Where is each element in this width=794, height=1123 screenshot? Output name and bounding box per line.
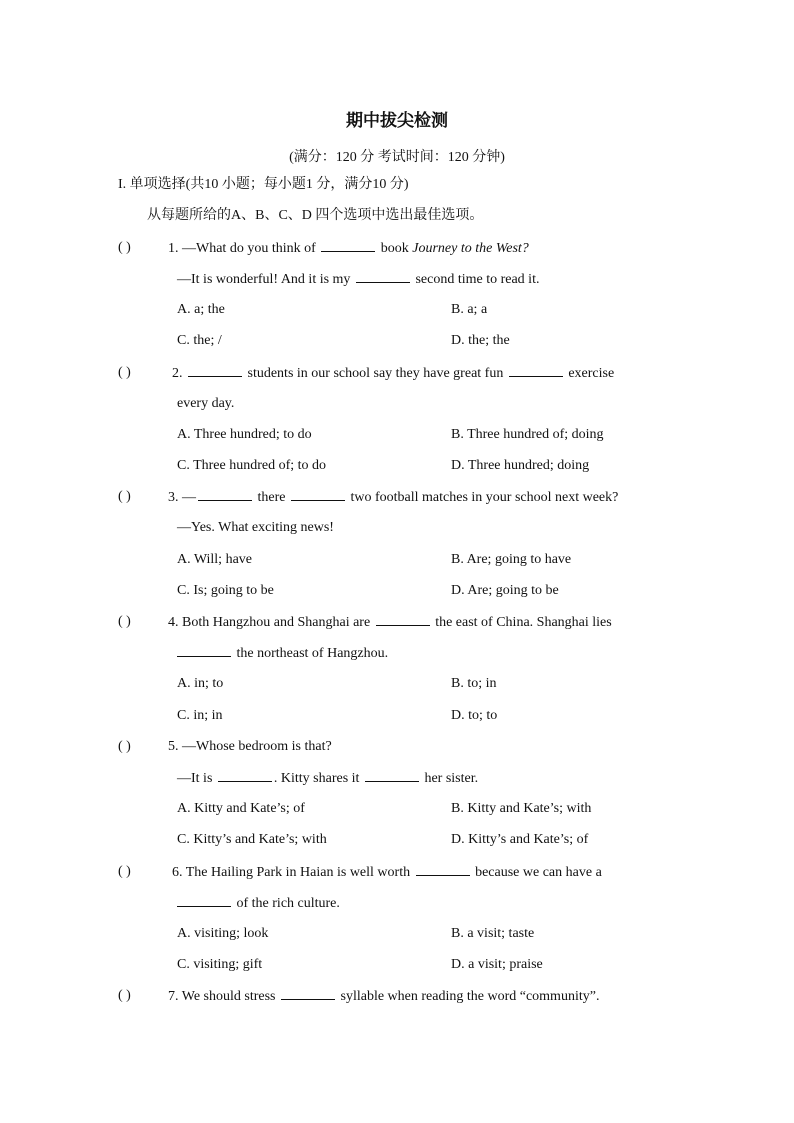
blank [177,644,231,657]
option-b: B. Three hundred of; doing [451,427,604,442]
option-c: C. the; / [177,333,222,348]
option-c: C. Is; going to be [177,583,274,598]
section-heading: I. 单项选择(共10 小题；每小题1 分，满分10 分) [118,177,409,192]
blank [376,613,430,626]
option-b: B. Kitty and Kate’s; with [451,801,592,816]
question-stem: 1. —What do you think of book Journey to the West? [168,241,529,256]
section-instruction: 从每题所给的A、B、C、D 四个选项中选出最佳选项。 [147,208,484,223]
blank [356,270,410,283]
question-stem: 7. We should stress syllable when reading the word “community”. [168,989,600,1004]
option-d: D. a visit; praise [451,957,543,972]
option-c: C. Kitty’s and Kate’s; with [177,832,327,847]
option-b: B. a visit; taste [451,926,535,941]
option-c: C. visiting; gift [177,957,263,972]
option-a: A. Will; have [177,552,252,567]
blank [281,987,335,1000]
option-a: A. a; the [177,302,225,317]
option-a: A. visiting; look [177,926,269,941]
option-a: A. Kitty and Kate’s; of [177,801,305,816]
question-line-2: the northeast of Hangzhou. [177,644,388,663]
option-d: D. to; to [451,708,498,723]
answer-paren: ( ) [118,489,131,504]
question-line-2: every day. [177,396,235,411]
question-stem: 6. The Hailing Park in Haian is well worth because we can have a [172,865,602,880]
answer-paren: ( ) [118,240,131,255]
option-d: D. the; the [451,333,510,348]
answer-paren: ( ) [118,614,131,629]
blank [198,488,252,501]
question-line-2: —It is wonderful! And it is my second time to read it. [177,272,540,287]
exam-info: (满分：120 分 考试时间：120 分钟) [289,150,505,165]
blank [177,894,231,907]
option-c: C. in; in [177,708,223,723]
blank [365,769,419,782]
blank [218,769,272,782]
question-stem: 3. — there two football matches in your school next week? [168,490,619,505]
option-b: B. Are; going to have [451,552,572,567]
question-line-2: —It is . Kitty shares it her sister. [177,771,479,786]
answer-paren: ( ) [118,988,131,1003]
option-c: C. Three hundred of; to do [177,458,327,473]
blank [416,863,470,876]
question-line-2: of the rich culture. [177,894,340,913]
question-line-2: —Yes. What exciting news! [177,520,334,535]
option-d: D. Three hundred; doing [451,458,590,473]
question-stem: 4. Both Hangzhou and Shanghai are the east of China. Shanghai lies [168,615,612,630]
blank [509,364,563,377]
page-title: 期中拔尖检测 [346,111,448,131]
question-stem: 5. —Whose bedroom is that? [168,739,332,754]
option-a: A. in; to [177,676,224,691]
question-stem: 2. students in our school say they have great fun exercise [172,366,615,381]
option-b: B. a; a [451,302,488,317]
blank [321,239,375,252]
blank [188,364,242,377]
option-d: D. Kitty’s and Kate’s; of [451,832,589,847]
option-d: D. Are; going to be [451,583,559,598]
answer-paren: ( ) [118,365,131,380]
answer-paren: ( ) [118,739,131,754]
option-b: B. to; in [451,676,497,691]
answer-paren: ( ) [118,864,131,879]
option-a: A. Three hundred; to do [177,427,312,442]
blank [291,488,345,501]
